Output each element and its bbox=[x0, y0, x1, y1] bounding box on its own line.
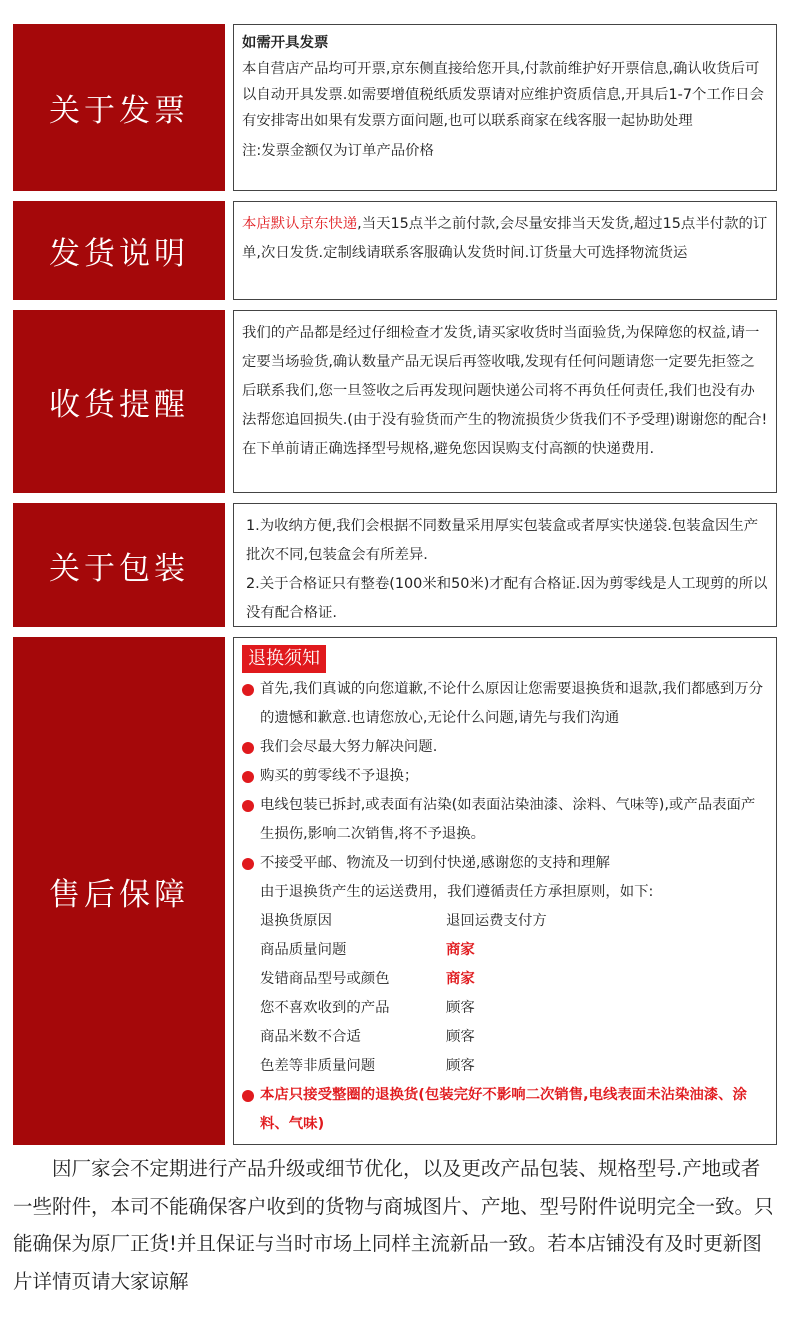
table-cell-reason: 发错商品型号或颜色 bbox=[260, 971, 390, 987]
invoice-body: 本自营店产品均可开票,京东侧直接给您开具,付款前维护好开票信息,确认收货后可以自动开具发票.如需要增值税纸质发票请对应维护资质信息,开具后1-7个工作日会有安排寄出如果有发票方面问题,也可以联系商家在线客服一起协助处理 bbox=[242, 61, 764, 129]
aftersales-bullet: 电线包装已拆封,或表面有沾染(如表面沾染油漆、涂料、气味等),或产品表面产生损伤,影响二次销售,将不予退换。 bbox=[242, 791, 768, 849]
invoice-label: 关于发票 bbox=[13, 24, 225, 191]
shipping-body: ,当天15点半之前付款,会尽量安排当天发货,超过15点半付款的订单,次日发货.定制线请联系客服确认发货时间.订货量大可选择物流货运 bbox=[242, 216, 768, 261]
table-cell-reason: 商品米数不合适 bbox=[260, 1029, 361, 1045]
aftersales-bullet: 首先,我们真诚的向您道歉,不论什么原因让您需要退换货和退款,我们都感到万分的遗憾和歉意.也请您放心,无论什么问题,请先与我们沟通 bbox=[242, 675, 768, 733]
receipt-section bbox=[13, 310, 777, 493]
aftersales-label: 售后保障 bbox=[13, 637, 225, 1145]
packaging-content bbox=[233, 503, 777, 627]
aftersales-content bbox=[233, 637, 777, 1145]
table-cell-reason: 商品质量问题 bbox=[260, 942, 347, 958]
footer-disclaimer: 因厂家会不定期进行产品升级或细节优化，以及更改产品包装、规格型号.产地或者一些附件，本司不能确保客户收到的货物与商城图片、产地、型号附件说明完全一致。只能确保为原厂正货!并且保证与当时市场上同样主流新品一致。若本店铺没有及时更新图片详情页请大家谅解 bbox=[13, 1157, 774, 1293]
table-cell-payer: 顾客 bbox=[446, 1058, 475, 1074]
packaging-label: 关于包装 bbox=[13, 503, 225, 627]
table-cell-payer: 顾客 bbox=[446, 1029, 475, 1045]
table-cell-payer: 商家 bbox=[446, 942, 475, 958]
aftersales-bullet: 购买的剪零线不予退换； bbox=[242, 762, 768, 791]
freight-table-header bbox=[242, 907, 768, 936]
shipping-section bbox=[13, 201, 777, 300]
table-cell-payer: 商家 bbox=[446, 971, 475, 987]
shipping-text bbox=[242, 210, 768, 268]
aftersales-section bbox=[13, 637, 777, 1145]
freight-note: 由于退换货产生的运送费用，我们遵循责任方承担原则，如下: bbox=[260, 884, 654, 900]
table-cell-reason: 色差等非质量问题 bbox=[260, 1058, 376, 1074]
receipt-content bbox=[233, 310, 777, 493]
table-row bbox=[242, 1052, 768, 1081]
packaging-section bbox=[13, 503, 777, 627]
receipt-label: 收货提醒 bbox=[13, 310, 225, 493]
invoice-content bbox=[233, 24, 777, 191]
final-note: 本店只接受整圈的退换货(包装完好不影响二次销售,电线表面未沾染油漆、涂料、气味) bbox=[242, 1081, 768, 1139]
invoice-section bbox=[13, 24, 777, 191]
return-notice-tag: 退换须知 bbox=[242, 645, 326, 673]
packaging-item-1: 1.为收纳方便,我们会根据不同数量采用厚实包装盒或者厚实快递袋.包装盒因生产批次不同,包装盒会有所差异. bbox=[246, 518, 759, 563]
packaging-item-2: 2.关于合格证只有整卷(100米和50米)才配有合格证.因为剪零线是人工现剪的所以没有配合格证. bbox=[246, 576, 768, 621]
shipping-label: 发货说明 bbox=[13, 201, 225, 300]
table-row bbox=[242, 936, 768, 965]
table-cell-reason: 您不喜欢收到的产品 bbox=[260, 1000, 390, 1016]
shipping-highlight: 本店默认京东快递 bbox=[242, 216, 358, 232]
aftersales-bullet: 不接受平邮、物流及一切到付快递,感谢您的支持和理解 bbox=[242, 849, 768, 878]
invoice-note: 注:发票金额仅为订单产品价格 bbox=[242, 143, 434, 159]
table-row bbox=[242, 965, 768, 994]
receipt-body: 我们的产品都是经过仔细检查才发货,请买家收货时当面验货,为保障您的权益,请一定要当场验货,确认数量产品无误后再签收哦,发现有任何问题请您一定要先拒签之后联系我们,您一旦签收之后再发现问题快递公司将不再负任何责任,我们也没有办法帮您追回损失.(由于没有验货而产生的物流损货少货我们不予受理)谢谢您的配合!在下单前请正确选择型号规格,避免您因误购支付高额的快递费用. bbox=[242, 325, 768, 457]
table-header-cell: 退回运费支付方 bbox=[446, 913, 547, 929]
aftersales-bullet: 我们会尽最大努力解决问题. bbox=[242, 733, 768, 762]
table-row bbox=[242, 994, 768, 1023]
table-row bbox=[242, 1023, 768, 1052]
table-cell-payer: 顾客 bbox=[446, 1000, 475, 1016]
shipping-content bbox=[233, 201, 777, 300]
table-header-cell: 退换货原因 bbox=[260, 913, 332, 929]
invoice-heading: 如需开具发票 bbox=[242, 35, 329, 51]
